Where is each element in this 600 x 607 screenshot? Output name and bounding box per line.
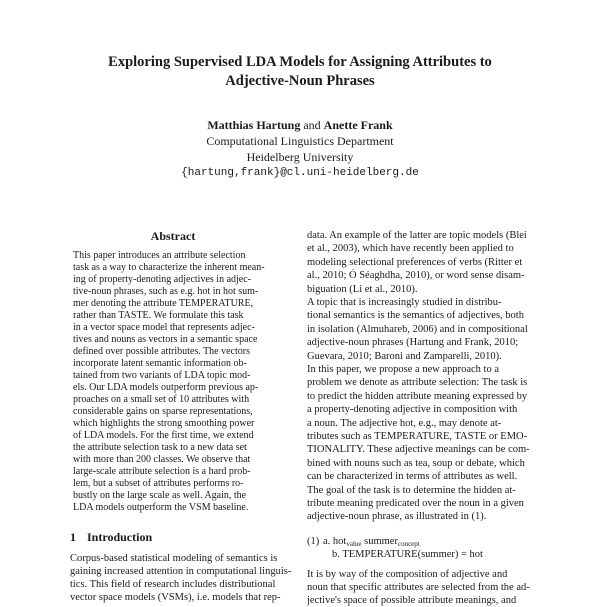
right-line: jective's space of possible attribute meanings, and	[307, 595, 517, 606]
intro-line: vector space models (VSMs), i.e. models that rep-	[70, 592, 281, 603]
right-line: a noun. The adjective hot, e.g., may denote at-	[307, 417, 502, 429]
affiliation-university: Heidelberg University	[246, 150, 354, 164]
abstract-line: proaches on a small set of 10 attributes with	[73, 394, 250, 405]
abstract-line: incorporate latent semantic information ob-	[73, 358, 247, 369]
abstract-line: considerable gains on sparse representations,	[73, 406, 253, 417]
abstract-line: ing of property-denoting adjectives in adjec-	[73, 274, 251, 285]
abstract-line: of LDA models. For the first time, we extend	[73, 430, 254, 441]
abstract-line: tained from two variants of LDA topic mod-	[73, 370, 251, 381]
abstract-line: the attribute selection task to a new data set	[73, 442, 247, 453]
author-and: and	[303, 118, 321, 132]
right-line: to predict the hidden attribute meaning expressed by	[307, 390, 528, 402]
example-a-label: a.	[323, 536, 331, 547]
right-line: tributes such as TEMPERATURE, TASTE or EMO-	[307, 431, 528, 442]
abstract-line: lem, but a subset of attributes performs ro-	[73, 478, 244, 489]
intro-line: gaining increased attention in computational linguis-	[70, 566, 292, 577]
right-line: The goal of the task is to determine the hidden at-	[307, 484, 516, 496]
right-line: biguation (Li et al., 2010).	[307, 283, 418, 295]
abstract-line: els. Our LDA models outperform previous ap-	[73, 382, 259, 393]
author-name: Matthias Hartung	[207, 118, 301, 132]
abstract-line: large-scale attribute selection is a hard prob-	[73, 466, 251, 477]
author-name: Anette Frank	[323, 118, 393, 132]
right-line: adjective-noun phrase, as illustrated in (1).	[307, 511, 487, 523]
right-line: bined with nouns such as tea, soup or debate, which	[307, 457, 525, 469]
right-line: et al., 2003), which have recently been applied to	[307, 243, 514, 255]
intro-line: Corpus-based statistical modeling of semantics is	[70, 553, 278, 564]
right-line: Guevara, 2010; Baroni and Zamparelli, 2010).	[307, 350, 502, 362]
right-line: tribute meaning predicated over the noun in a given	[307, 498, 524, 509]
right-line: can be characterized in terms of attributes as well.	[307, 471, 518, 483]
example-a-word2: summer	[364, 536, 398, 547]
abstract-line: which highlights the strong smoothing power	[73, 418, 255, 429]
abstract-line: mer denoting the attribute TEMPERATURE,	[73, 298, 254, 309]
right-line: a property-denoting adjective in composition with	[307, 404, 518, 416]
right-line: noun that specific attributes are selected from the ad-	[307, 582, 530, 593]
abstract-line: with more than 200 classes. We observe that	[73, 454, 251, 465]
section-number: 1	[70, 530, 76, 544]
abstract-line: defined over possible attributes. The vectors	[73, 346, 250, 357]
right-line: data. An example of the latter are topic models (Blei	[307, 230, 527, 241]
example-a-sub2: concept	[397, 540, 420, 548]
example-a-sub1: value	[346, 540, 362, 548]
right-line: modeling selectional preferences of verbs (Ritter et	[307, 256, 523, 268]
title-line: Exploring Supervised LDA Models for Assigning Attributes to	[108, 54, 492, 70]
author-email: {hartung,frank}@cl.uni-heidelberg.de	[181, 167, 419, 179]
abstract-line: task as a way to characterize the inherent mean-	[73, 262, 265, 273]
section-heading	[70, 530, 152, 545]
right-line: in isolation (Almuhareb, 2006) and in compositional	[307, 323, 528, 335]
intro-line: tics. This field of research includes distributional	[70, 579, 276, 590]
abstract-line: bustly on the large scale as well. Again, the	[73, 490, 247, 501]
abstract-line: tive-noun phrases, such as e.g. hot in hot sum-	[73, 286, 259, 297]
right-line: In this paper, we propose a new approach to a	[307, 364, 500, 375]
example-b-text: TEMPERATURE(summer) = hot	[342, 549, 483, 560]
example-a-word1: hot	[332, 536, 347, 547]
section-title: Introduction	[87, 530, 153, 544]
right-line: adjective-noun phrases (Hartung and Frank, 2010;	[307, 337, 519, 349]
abstract-line: rather than TASTE. We formulate this task	[73, 310, 244, 321]
right-line: It is by way of the composition of adjective and	[307, 569, 508, 580]
abstract-line: This paper introduces an attribute selection	[73, 250, 246, 261]
abstract-line: LDA models outperform the VSM baseline.	[73, 502, 249, 513]
affiliation-department: Computational Linguistics Department	[206, 134, 394, 148]
abstract-line: in a vector space model that represents adjec-	[73, 322, 255, 333]
example-number: (1)	[307, 536, 320, 547]
right-line: problem we denote as attribute selection: The task is	[307, 377, 528, 389]
right-line: tional semantics is the semantics of adjectives, both	[307, 310, 524, 322]
right-line: TIONALITY. These adjective meanings can be com-	[307, 444, 530, 456]
abstract-line: tives and nouns as vectors in a semantic space	[73, 334, 258, 345]
right-line: al., 2010; Ó Séaghdha, 2010), or word sense disam-	[307, 270, 525, 282]
title-line: Adjective-Noun Phrases	[225, 73, 375, 89]
author-names	[0, 117, 600, 133]
example-b-label: b.	[332, 549, 340, 560]
abstract-heading: Abstract	[150, 229, 196, 243]
right-line: A topic that is increasingly studied in distribu-	[307, 297, 502, 308]
